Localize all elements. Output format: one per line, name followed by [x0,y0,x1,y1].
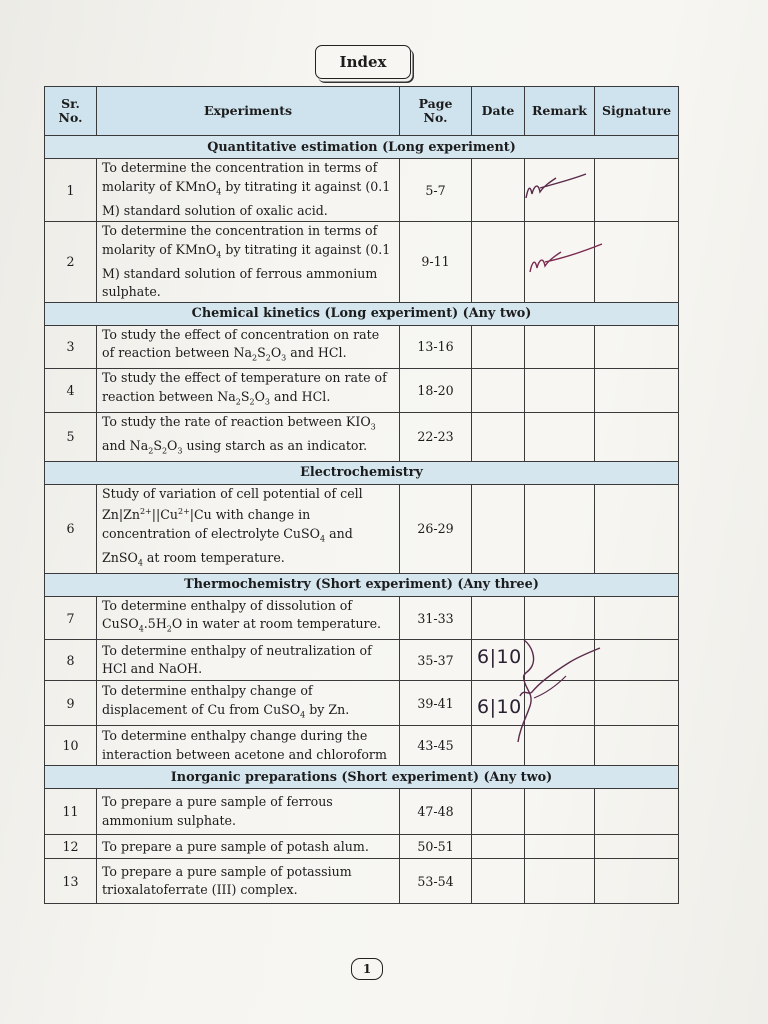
section-title: Chemical kinetics (Long experiment) (Any two) [45,302,679,325]
cell-date [472,325,525,369]
cell-signature [595,484,679,573]
cell-date [472,789,525,835]
cell-sr-no: 11 [45,789,97,835]
cell-signature [595,835,679,859]
cell-signature [595,596,679,640]
table-row [45,369,679,413]
cell-sr-no: 1 [45,159,97,222]
cell-page-no: 18-20 [400,369,472,413]
section-title: Electrochemistry [45,461,679,484]
cell-experiment: To determine enthalpy change during the interaction between acetone and chloroform [97,726,400,766]
cell-experiment: To determine the concentration in terms of molarity of KMnO$_4$ by titrating it against (0.1 M) standard solution of oxalic acid. [97,159,400,222]
header-signature: Signature [595,87,679,136]
cell-remark [525,789,595,835]
cell-date [472,159,525,222]
cell-date [472,835,525,859]
cell-page-no: 35-37 [400,640,472,681]
experiments-index-table [44,86,679,904]
table-row [45,835,679,859]
cell-date [472,484,525,573]
table-header-row [45,87,679,136]
handwritten-date-row-9: 6|10 [477,696,522,718]
cell-experiment: To determine the concentration in terms of molarity of KMnO$_4$ by titrating it against (0.1 M) standard solution of ferrous ammonium sulphate. [97,222,400,303]
cell-sr-no: 13 [45,859,97,904]
cell-signature [595,369,679,413]
cell-experiment: To determine enthalpy of dissolution of $CuSO_4.5H_2O$ in water at room temperature. [97,596,400,640]
cell-page-no: 31-33 [400,596,472,640]
section-header-row [45,136,679,159]
table-row [45,596,679,640]
cell-signature [595,325,679,369]
cell-sr-no: 10 [45,726,97,766]
cell-date [472,859,525,904]
cell-sr-no: 5 [45,412,97,461]
table-row [45,412,679,461]
signature-mark-row-2 [526,240,606,280]
cell-page-no: 22-23 [400,412,472,461]
section-title: Quantitative estimation (Long experiment) [45,136,679,159]
cell-date [472,596,525,640]
table-row [45,325,679,369]
cell-remark [525,835,595,859]
table-row [45,789,679,835]
cell-date [472,412,525,461]
cell-signature [595,859,679,904]
section-title: Inorganic preparations (Short experiment) (Any two) [45,766,679,789]
cell-experiment: To study the rate of reaction between $KIO_3$ and $Na_2S_2O_3$ using starch as an indicator. [97,412,400,461]
cell-sr-no: 3 [45,325,97,369]
signature-mark-rows-8-9 [510,636,610,746]
section-header-row [45,461,679,484]
cell-experiment: To prepare a pure sample of potassium trioxalatoferrate (III) complex. [97,859,400,904]
cell-sr-no: 7 [45,596,97,640]
cell-page-no: 5-7 [400,159,472,222]
cell-sr-no: 8 [45,640,97,681]
cell-sr-no: 12 [45,835,97,859]
page-number-badge: 1 [351,958,383,980]
cell-page-no: 39-41 [400,681,472,726]
cell-page-no: 43-45 [400,726,472,766]
signature-mark-row-1 [520,168,590,204]
cell-page-no: 9-11 [400,222,472,303]
cell-signature [595,159,679,222]
cell-signature [595,412,679,461]
section-header-row [45,302,679,325]
header-date: Date [472,87,525,136]
cell-signature [595,789,679,835]
header-page-no: Page No. [400,87,472,136]
cell-page-no: 47-48 [400,789,472,835]
cell-sr-no: 2 [45,222,97,303]
cell-remark [525,859,595,904]
handwritten-date-row-8: 6|10 [477,646,522,668]
cell-experiment: To determine enthalpy change of displacement of Cu from CuSO$_4$ by Zn. [97,681,400,726]
cell-experiment: To determine enthalpy of neutralization of HCl and NaOH. [97,640,400,681]
table-row [45,859,679,904]
cell-sr-no: 9 [45,681,97,726]
cell-remark [525,412,595,461]
section-header-row [45,766,679,789]
cell-remark [525,596,595,640]
cell-sr-no: 6 [45,484,97,573]
cell-page-no: 13-16 [400,325,472,369]
cell-page-no: 26-29 [400,484,472,573]
cell-remark [525,484,595,573]
cell-experiment: To study the effect of temperature on rate of reaction between $Na_2S_2O_3$ and HCl. [97,369,400,413]
cell-experiment: To study the effect of concentration on rate of reaction between $Na_2S_2O_3$ and HCl. [97,325,400,369]
table-row [45,484,679,573]
section-header-row [45,573,679,596]
cell-page-no: 53-54 [400,859,472,904]
cell-signature [595,222,679,303]
cell-date [472,222,525,303]
cell-sr-no: 4 [45,369,97,413]
index-title: Index [315,45,411,79]
header-experiments: Experiments [97,87,400,136]
cell-remark [525,325,595,369]
section-title: Thermochemistry (Short experiment) (Any three) [45,573,679,596]
cell-experiment: To prepare a pure sample of ferrous ammonium sulphate. [97,789,400,835]
header-remark: Remark [525,87,595,136]
cell-page-no: 50-51 [400,835,472,859]
cell-experiment: Study of variation of cell potential of cell $Zn|Zn^{2+}||Cu^{2+}|Cu$ with change in concentration of electrolyte CuSO$_4$ and ZnSO$_4$ at room temperature. [97,484,400,573]
cell-date [472,369,525,413]
cell-remark [525,369,595,413]
header-sr-no: Sr. No. [45,87,97,136]
cell-experiment: To prepare a pure sample of potash alum. [97,835,400,859]
